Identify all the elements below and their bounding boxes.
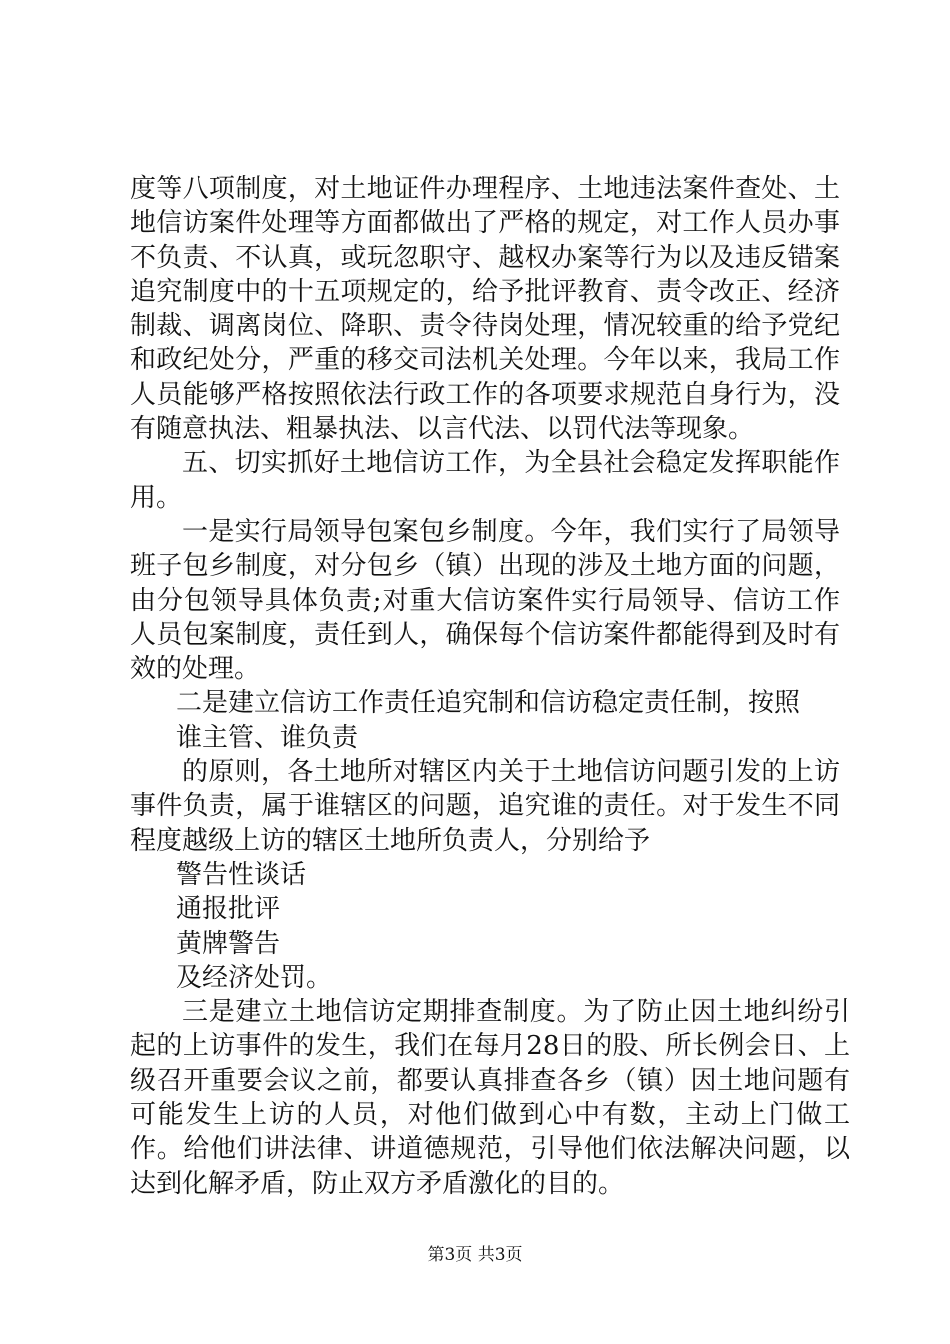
section-heading-five: 五、切实抓好土地信访工作，为全县社会稳定发挥职能作用。 (130, 448, 840, 513)
paragraph-measure-three: 三是建立土地信访定期排查制度。为了防止因土地纠纷引起的上访事件的发生，我们在每月28日的股、所长例会日、上级召开重要会议之前，都要认真排查各乡（镇）因土地问题有可能发生上访的人员，对他们做到心中有数，主动上门做工作。给他们讲法律、讲道德规范，引导他们依法解决问题，以达到化解矛盾，防止双方矛盾激化的目的。 (130, 997, 850, 1199)
paragraph-measure-two: 二是建立信访工作责任追究制和信访稳定责任制，按照 (176, 688, 801, 719)
paragraph-principle-quote: 谁主管、谁负责 (176, 722, 359, 753)
penalty-item-circular-criticism: 通报批评 (176, 894, 281, 925)
penalty-item-warning-talk: 警告性谈话 (176, 859, 307, 890)
paragraph-regulations-continued: 度等八项制度，对土地证件办理程序、土地违法案件查处、土地信访案件处理等方面都做出了严格的规定，对工作人员办事不负责、不认真，或玩忽职守、越权办案等行为以及违反错案追究制度中的十五项规定的，给予批评教育、责令改正、经济制裁、调离岗位、降职、责令待岗处理，情况较重的给予党纪和政纪处分，严重的移交司法机关处理。今年以来，我局工作人员能够严格按照依法行政工作的各项要求规范自身行为，没有随意执法、粗暴执法、以言代法、以罚代法等现象。 (130, 174, 840, 445)
penalty-item-yellow-card: 黄牌警告 (176, 928, 281, 959)
paragraph-principle-body: 的原则，各土地所对辖区内关于土地信访问题引发的上访事件负责，属于谁辖区的问题，追究谁的责任。对于发生不同程度越级上访的辖区土地所负责人，分别给予 (130, 757, 840, 856)
paragraph-measure-one: 一是实行局领导包案包乡制度。今年，我们实行了局领导班子包乡制度，对分包乡（镇）出现的涉及土地方面的问题，由分包领导具体负责;对重大信访案件实行局领导、信访工作人员包案制度，责任到人，确保每个信访案件都能得到及时有效的处理。 (130, 516, 840, 685)
penalty-item-economic: 及经济处罚。 (176, 962, 333, 993)
page-number-footer: 第3页 共3页 (427, 1245, 523, 1265)
document-body (130, 172, 850, 1201)
